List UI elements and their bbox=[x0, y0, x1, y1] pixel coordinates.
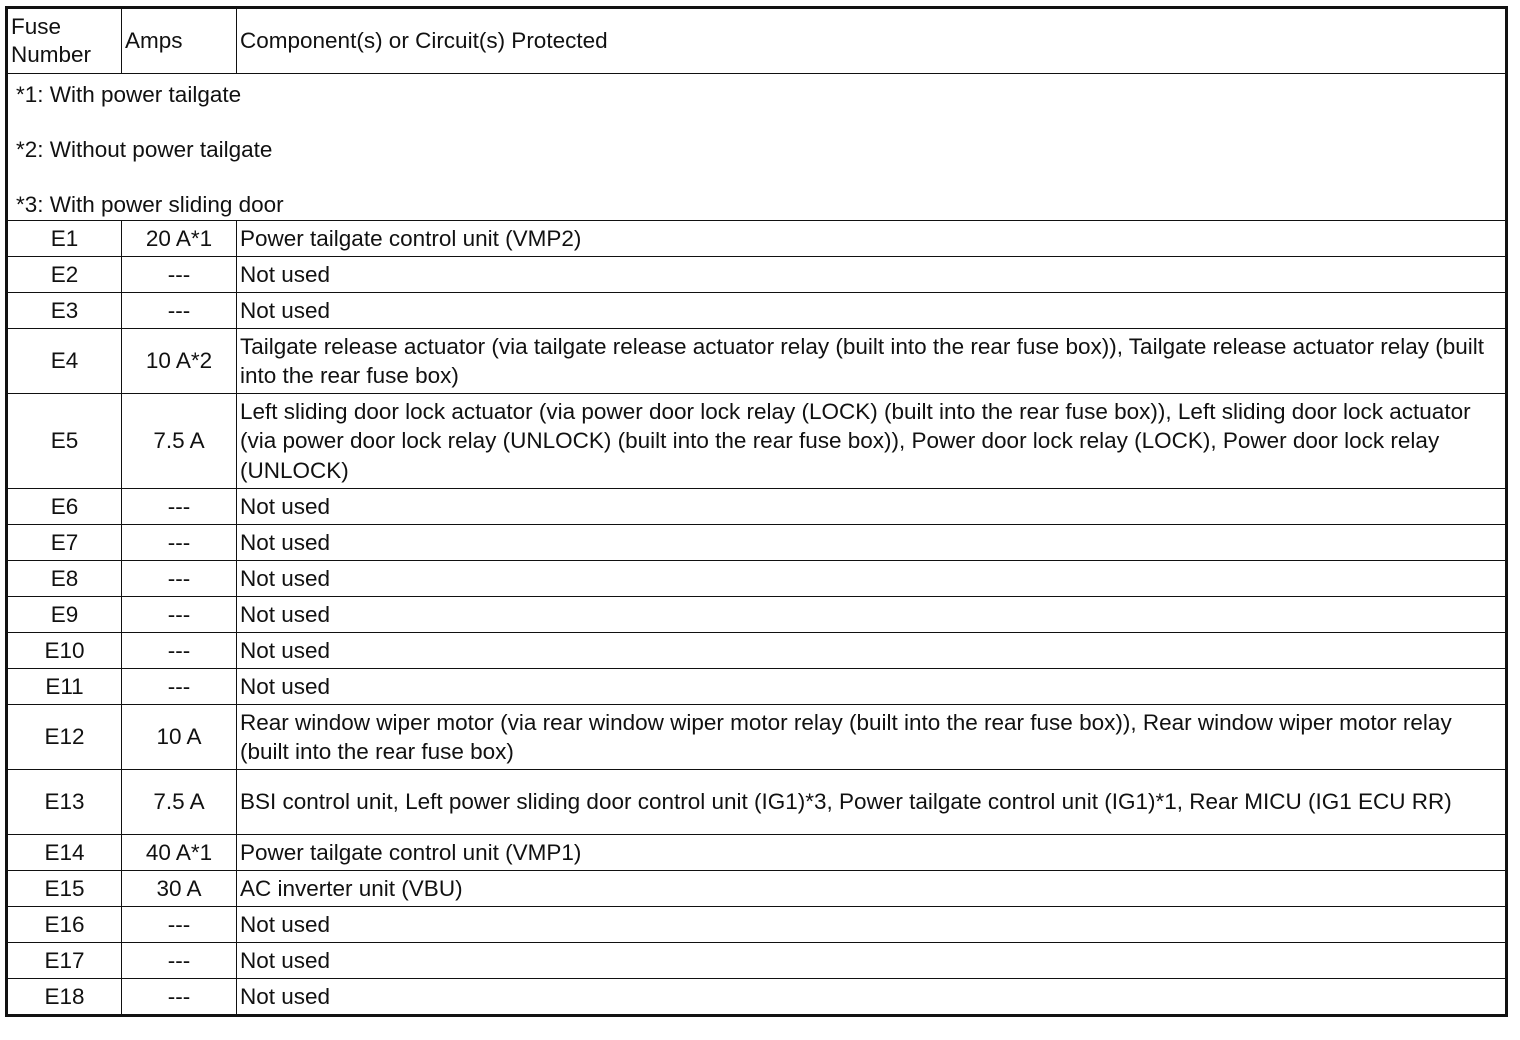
component-cell: Not used bbox=[237, 257, 1507, 293]
table-row bbox=[7, 221, 1507, 257]
component-cell: Left sliding door lock actuator (via power door lock relay (LOCK) (built into the rear fuse box)), Left sliding door lock actuator (via power door lock relay (UNLOCK) (built into the rear fuse box)), Power door lock relay (LOCK), Power door lock relay (UNLOCK) bbox=[237, 394, 1507, 489]
component-cell: Power tailgate control unit (VMP2) bbox=[237, 221, 1507, 257]
fuse-number-cell: E15 bbox=[7, 871, 122, 907]
component-cell: Power tailgate control unit (VMP1) bbox=[237, 835, 1507, 871]
fuse-number-cell: E11 bbox=[7, 669, 122, 705]
fuse-number-cell: E13 bbox=[7, 770, 122, 835]
component-cell: Rear window wiper motor (via rear window wiper motor relay (built into the rear fuse box)), Rear window wiper motor relay (built into the rear fuse box) bbox=[237, 705, 1507, 770]
table-row bbox=[7, 943, 1507, 979]
component-cell: Not used bbox=[237, 561, 1507, 597]
table-row bbox=[7, 597, 1507, 633]
amps-cell: --- bbox=[122, 669, 237, 705]
amps-cell: --- bbox=[122, 561, 237, 597]
component-cell: Not used bbox=[237, 525, 1507, 561]
fuse-number-cell: E10 bbox=[7, 633, 122, 669]
fuse-table bbox=[5, 6, 1508, 1017]
component-cell: Tailgate release actuator (via tailgate release actuator relay (built into the rear fuse box)), Tailgate release actuator relay (built into the rear fuse box) bbox=[237, 329, 1507, 394]
amps-cell: 7.5 A bbox=[122, 394, 237, 489]
table-row bbox=[7, 669, 1507, 705]
fuse-number-cell: E6 bbox=[7, 489, 122, 525]
fuse-number-cell: E18 bbox=[7, 979, 122, 1016]
fuse-number-cell: E17 bbox=[7, 943, 122, 979]
table-row bbox=[7, 835, 1507, 871]
amps-cell: 7.5 A bbox=[122, 770, 237, 835]
component-cell: Not used bbox=[237, 293, 1507, 329]
header-amps: Amps bbox=[122, 8, 237, 74]
component-cell: Not used bbox=[237, 633, 1507, 669]
notes-cell bbox=[7, 74, 1507, 221]
component-cell: Not used bbox=[237, 943, 1507, 979]
fuse-number-cell: E14 bbox=[7, 835, 122, 871]
amps-cell: 10 A bbox=[122, 705, 237, 770]
note-1: *1: With power tailgate bbox=[16, 82, 242, 107]
fuse-number-cell: E5 bbox=[7, 394, 122, 489]
table-row bbox=[7, 257, 1507, 293]
table-row bbox=[7, 633, 1507, 669]
header-fuse-line2: Number bbox=[11, 42, 92, 67]
component-cell: AC inverter unit (VBU) bbox=[237, 871, 1507, 907]
fuse-number-cell: E7 bbox=[7, 525, 122, 561]
amps-cell: --- bbox=[122, 257, 237, 293]
component-cell: Not used bbox=[237, 669, 1507, 705]
amps-cell: --- bbox=[122, 633, 237, 669]
component-cell: BSI control unit, Left power sliding door control unit (IG1)*3, Power tailgate control unit (IG1)*1, Rear MICU (IG1 ECU RR) bbox=[237, 770, 1507, 835]
table-row bbox=[7, 561, 1507, 597]
table-row bbox=[7, 525, 1507, 561]
fuse-table-container bbox=[5, 6, 1508, 1017]
fuse-number-cell: E12 bbox=[7, 705, 122, 770]
fuse-number-cell: E3 bbox=[7, 293, 122, 329]
fuse-number-cell: E1 bbox=[7, 221, 122, 257]
amps-cell: --- bbox=[122, 293, 237, 329]
component-cell: Not used bbox=[237, 907, 1507, 943]
amps-cell: --- bbox=[122, 907, 237, 943]
table-row bbox=[7, 705, 1507, 770]
table-row bbox=[7, 871, 1507, 907]
header-row bbox=[7, 8, 1507, 74]
amps-cell: --- bbox=[122, 979, 237, 1016]
fuse-number-cell: E9 bbox=[7, 597, 122, 633]
header-fuse-line1: Fuse bbox=[11, 14, 62, 39]
component-cell: Not used bbox=[237, 597, 1507, 633]
amps-cell: --- bbox=[122, 489, 237, 525]
amps-cell: 10 A*2 bbox=[122, 329, 237, 394]
fuse-number-cell: E8 bbox=[7, 561, 122, 597]
note-3: *3: With power sliding door bbox=[16, 192, 284, 217]
table-row bbox=[7, 907, 1507, 943]
amps-cell: 40 A*1 bbox=[122, 835, 237, 871]
fuse-number-cell: E16 bbox=[7, 907, 122, 943]
amps-cell: --- bbox=[122, 597, 237, 633]
amps-cell: 20 A*1 bbox=[122, 221, 237, 257]
component-cell: Not used bbox=[237, 489, 1507, 525]
amps-cell: --- bbox=[122, 943, 237, 979]
amps-cell: --- bbox=[122, 525, 237, 561]
table-row bbox=[7, 293, 1507, 329]
table-row bbox=[7, 489, 1507, 525]
fuse-number-cell: E4 bbox=[7, 329, 122, 394]
notes-row bbox=[7, 74, 1507, 221]
amps-cell: 30 A bbox=[122, 871, 237, 907]
table-row bbox=[7, 770, 1507, 835]
fuse-number-cell: E2 bbox=[7, 257, 122, 293]
note-2: *2: Without power tailgate bbox=[16, 137, 273, 162]
header-fuse-number bbox=[7, 8, 122, 74]
component-cell: Not used bbox=[237, 979, 1507, 1016]
header-component: Component(s) or Circuit(s) Protected bbox=[237, 8, 1507, 74]
table-row bbox=[7, 979, 1507, 1016]
table-row bbox=[7, 394, 1507, 489]
table-row bbox=[7, 329, 1507, 394]
